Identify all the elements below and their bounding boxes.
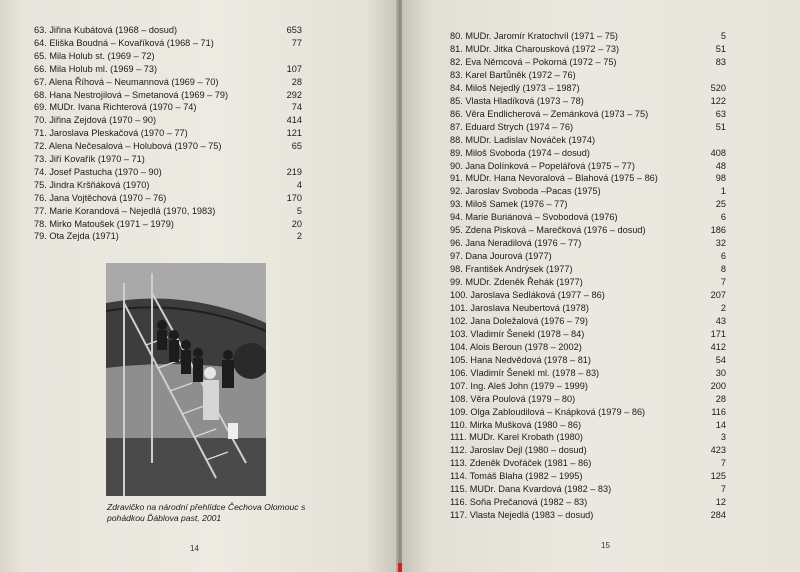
entry-label: 84. Miloš Nejedlý (1973 – 1987) xyxy=(450,82,580,93)
list-item xyxy=(34,127,302,139)
list-item xyxy=(34,205,302,217)
list-item xyxy=(450,393,726,405)
list-item xyxy=(34,230,302,242)
list-item xyxy=(450,380,726,392)
entry-count: 63 xyxy=(715,108,726,119)
list-item xyxy=(450,147,726,159)
list-item xyxy=(450,496,726,508)
entry-count: 51 xyxy=(715,121,726,132)
entry-label: 82. Eva Němcová – Pokorná (1972 – 75) xyxy=(450,56,617,67)
entry-label: 72. Alena Nečesalová – Holubová (1970 – 75) xyxy=(34,141,222,152)
entry-count: 125 xyxy=(710,471,726,482)
entry-count: 414 xyxy=(286,115,302,126)
entry-label: 75. Jindra Kršňáková (1970) xyxy=(34,179,150,190)
entry-label: 112. Jaroslav Dejl (1980 – dosud) xyxy=(450,445,587,456)
entry-count: 77 xyxy=(291,37,302,48)
list-item xyxy=(450,276,726,288)
entry-count: 186 xyxy=(710,225,726,236)
entry-count: 32 xyxy=(715,238,726,249)
bookmark-ribbon xyxy=(398,563,402,572)
entry-count: 3 xyxy=(720,432,726,443)
entry-label: 91. MUDr. Hana Nevoralová – Blahová (1975 – 86) xyxy=(450,173,658,184)
list-item xyxy=(34,50,302,62)
entry-label: 105. Hana Nedvědová (1978 – 81) xyxy=(450,354,591,365)
list-item xyxy=(450,82,726,94)
entry-label: 67. Alena Říhová – Neumannová (1969 – 70) xyxy=(34,76,219,87)
entry-label: 116. Soňa Prečanová (1982 – 83) xyxy=(450,497,588,508)
entry-label: 108. Věra Poulová (1979 – 80) xyxy=(450,393,576,404)
entry-label: 83. Karel Bartůněk (1972 – 76) xyxy=(450,69,576,80)
entry-label: 71. Jaroslava Pleskačová (1970 – 77) xyxy=(34,128,188,139)
entry-label: 70. Jiřina Zejdová (1970 – 90) xyxy=(34,115,157,126)
entry-count: 2 xyxy=(720,302,726,313)
list-item xyxy=(450,302,726,314)
entry-count: 7 xyxy=(720,277,726,288)
entry-label: 95. Zdena Pisková – Marečková (1976 – dosud) xyxy=(450,225,646,236)
entry-count: 520 xyxy=(710,82,726,93)
entry-label: 78. Mirko Matoušek (1971 – 1979) xyxy=(34,218,174,229)
entry-count: 20 xyxy=(291,218,302,229)
entry-count: 14 xyxy=(715,419,726,430)
stage-photo-image xyxy=(106,263,266,496)
entry-count: 43 xyxy=(715,315,726,326)
entry-count: 292 xyxy=(286,89,302,100)
entry-label: 109. Olga Zabloudilová – Knápková (1979 – 86) xyxy=(450,406,646,417)
list-item xyxy=(450,444,726,456)
list-item xyxy=(450,237,726,249)
entry-label: 87. Eduard Strych (1974 – 76) xyxy=(450,121,574,132)
list-item xyxy=(450,172,726,184)
page-number-right: 15 xyxy=(601,541,610,550)
list-item xyxy=(34,153,302,165)
list-item xyxy=(450,198,726,210)
entry-count: 28 xyxy=(291,76,302,87)
entry-count: 6 xyxy=(720,212,726,223)
list-item xyxy=(450,108,726,120)
left-page xyxy=(0,0,398,572)
entry-label: 77. Marie Korandová – Nejedlá (1970, 1983) xyxy=(34,205,216,216)
list-item xyxy=(34,63,302,75)
list-item xyxy=(450,185,726,197)
list-item xyxy=(34,76,302,88)
list-item xyxy=(450,354,726,366)
list-item xyxy=(450,406,726,418)
entry-count: 25 xyxy=(715,199,726,210)
entry-count: 122 xyxy=(710,95,726,106)
entry-count: 653 xyxy=(286,25,302,35)
entry-count: 7 xyxy=(720,484,726,495)
entry-label: 68. Hana Nestrojilová – Smetanová (1969 – 79) xyxy=(34,89,229,100)
entry-label: 88. MUDr. Ladislav Nováček (1974) xyxy=(450,134,596,145)
entry-count: 408 xyxy=(710,147,726,158)
list-item xyxy=(450,134,726,146)
entry-label: 86. Věra Endlicherová – Zemánková (1973 – 75) xyxy=(450,108,649,119)
entry-label: 73. Jiří Kovařík (1970 – 71) xyxy=(34,154,145,164)
list-item xyxy=(450,470,726,482)
entry-label: 96. Jana Neradilová (1976 – 77) xyxy=(450,238,582,249)
list-item xyxy=(450,289,726,301)
list-item xyxy=(450,328,726,340)
list-item xyxy=(34,101,302,113)
list-item xyxy=(34,24,302,36)
list-item xyxy=(450,367,726,379)
entry-label: 66. Mila Holub ml. (1969 – 73) xyxy=(34,63,158,74)
entry-label: 113. Zdeněk Dvořáček (1981 – 86) xyxy=(450,458,592,469)
entry-label: 106. Vladimír Šenekl ml. (1978 – 83) xyxy=(450,367,600,378)
entry-count: 170 xyxy=(286,192,302,203)
entry-count: 5 xyxy=(720,31,726,41)
list-item xyxy=(450,95,726,107)
list-item xyxy=(450,211,726,223)
entry-count: 6 xyxy=(720,251,726,262)
list-item xyxy=(450,250,726,262)
list-item xyxy=(34,140,302,152)
entry-label: 110. Mirka Mušková (1980 – 86) xyxy=(450,419,582,430)
entry-count: 7 xyxy=(720,458,726,469)
list-item xyxy=(34,166,302,178)
list-item xyxy=(450,121,726,133)
entry-count: 412 xyxy=(710,341,726,352)
entry-label: 76. Jana Vojtěchová (1970 – 76) xyxy=(34,192,167,203)
entry-label: 80. MUDr. Jaromír Kratochvíl (1971 – 75) xyxy=(450,31,618,41)
list-item xyxy=(34,89,302,101)
list-item xyxy=(450,315,726,327)
entry-label: 90. Jana Dolínková – Popelářová (1975 – 77) xyxy=(450,160,635,171)
entry-count: 116 xyxy=(711,406,726,417)
entry-label: 85. Vlasta Hladíková (1973 – 78) xyxy=(450,95,584,106)
entry-count: 5 xyxy=(296,205,302,216)
entry-count: 98 xyxy=(715,173,726,184)
entry-label: 79. Ota Zejda (1971) xyxy=(34,231,119,242)
entry-count: 423 xyxy=(710,445,726,456)
entry-label: 97. Dana Jourová (1977) xyxy=(450,251,552,262)
entry-count: 54 xyxy=(715,354,726,365)
entry-label: 64. Eliška Boudná – Kovaříková (1968 – 71) xyxy=(34,37,214,48)
list-item xyxy=(450,30,726,42)
entry-count: 12 xyxy=(715,497,726,508)
entry-label: 69. MUDr. Ivana Richterová (1970 – 74) xyxy=(34,102,197,113)
entry-label: 74. Josef Pastucha (1970 – 90) xyxy=(34,166,162,177)
entry-label: 114. Tomáš Blaha (1982 – 1995) xyxy=(450,471,583,482)
entry-label: 63. Jiřina Kubátová (1968 – dosud) xyxy=(34,25,178,35)
entry-label: 100. Jaroslava Sedláková (1977 – 86) xyxy=(450,290,605,300)
stage-photo xyxy=(106,263,266,496)
entry-label: 81. MUDr. Jitka Charousková (1972 – 73) xyxy=(450,43,620,54)
list-item xyxy=(450,341,726,353)
entry-label: 92. Jaroslav Svoboda –Pacas (1975) xyxy=(450,186,601,197)
entry-label: 94. Marie Buriánová – Svobodová (1976) xyxy=(450,212,618,223)
list-item xyxy=(450,419,726,431)
entry-label: 111. MUDr. Karel Krobath (1980) xyxy=(450,432,583,443)
list-item xyxy=(450,160,726,172)
list-item xyxy=(450,69,726,81)
list-item xyxy=(34,192,302,204)
entry-count: 107 xyxy=(286,63,302,74)
entry-label: 101. Jaroslava Neubertová (1978) xyxy=(450,302,589,313)
entry-label: 98. František Andrýsek (1977) xyxy=(450,264,573,275)
entry-count: 74 xyxy=(291,102,302,113)
entry-count: 28 xyxy=(715,393,726,404)
entry-count: 284 xyxy=(710,510,726,521)
page-number-left: 14 xyxy=(190,544,199,553)
entry-count: 51 xyxy=(715,43,726,54)
list-item xyxy=(450,224,726,236)
list-item xyxy=(450,56,726,68)
list-item xyxy=(34,218,302,230)
entry-label: 99. MUDr. Zdeněk Řehák (1977) xyxy=(450,277,583,288)
list-item xyxy=(34,179,302,191)
entry-count: 65 xyxy=(291,141,302,152)
entry-label: 102. Jana Doležalová (1976 – 79) xyxy=(450,315,588,326)
entry-count: 8 xyxy=(720,264,726,275)
list-item xyxy=(450,263,726,275)
entry-label: 107. Ing. Aleš John (1979 – 1999) xyxy=(450,380,588,391)
list-item xyxy=(450,483,726,495)
entry-count: 2 xyxy=(296,231,302,242)
entry-count: 48 xyxy=(715,160,726,171)
entry-label: 117. Vlasta Nejedlá (1983 – dosud) xyxy=(450,510,594,521)
entry-count: 200 xyxy=(710,380,726,391)
entry-count: 4 xyxy=(296,179,302,190)
entry-label: 103. Vladimír Šenekl (1978 – 84) xyxy=(450,328,585,339)
entry-count: 207 xyxy=(710,290,726,300)
entry-count: 219 xyxy=(286,166,302,177)
entry-count: 1 xyxy=(720,186,726,197)
list-item xyxy=(34,114,302,126)
entry-count: 30 xyxy=(715,367,726,378)
list-item xyxy=(450,431,726,443)
entry-label: 89. Miloš Svoboda (1974 – dosud) xyxy=(450,147,590,158)
entry-label: 65. Mila Holub st. (1969 – 72) xyxy=(34,50,155,61)
entry-label: 104. Alois Beroun (1978 – 2002) xyxy=(450,341,582,352)
list-item xyxy=(450,457,726,469)
entry-label: 115. MUDr. Dana Kvardová (1982 – 83) xyxy=(450,484,612,495)
entry-count: 83 xyxy=(715,56,726,67)
list-item xyxy=(450,43,726,55)
list-item xyxy=(450,509,726,521)
entry-label: 93. Miloš Samek (1976 – 77) xyxy=(450,199,568,210)
entry-count: 171 xyxy=(710,328,726,339)
list-item xyxy=(34,37,302,49)
photo-caption: Zdravičko na národní přehlídce Čechova Olomouc s pohádkou Ďáblova past, 2001 xyxy=(107,502,306,523)
right-page xyxy=(402,0,800,572)
entry-count: 121 xyxy=(286,128,302,139)
